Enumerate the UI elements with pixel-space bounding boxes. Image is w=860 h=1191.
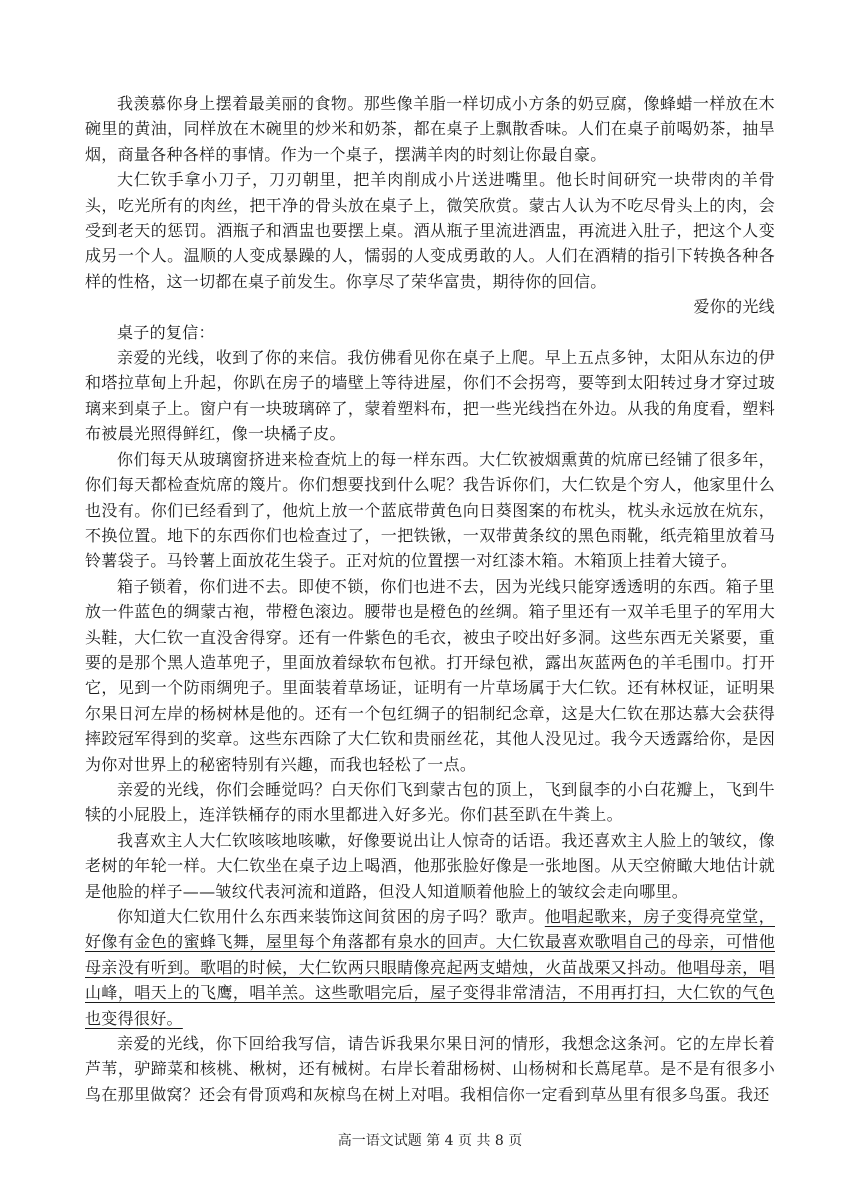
paragraph: 亲爱的光线，收到了你的来信。我仿佛看见你在桌子上爬。早上五点多钟，太阳从东边的伊和塔拉草甸上升起，你趴在房子的墙壁上等待进屋，你们不会拐弯，要等到太阳转过身才穿过玻璃来到桌子上。窗户有一块玻璃碎了，蒙着塑料布，把一些光线挡在外边。从我的角度看，塑料布被晨光照得鲜红，像一块橘子皮。	[85, 348, 775, 444]
page-footer: 高一语文试题 第 4 页 共 8 页	[337, 1133, 523, 1149]
paragraph: 大仁钦手拿小刀子，刀刃朝里，把羊肉削成小片送进嘴里。他长时间研究一块带肉的羊骨头，吃光所有的肉丝，把干净的骨头放在桌子上，微笑欣赏。蒙古人认为不吃尽骨头上的肉，会受到老天的惩罚。酒瓶子和酒盅也要摆上桌。酒从瓶子里流进酒盅，再流进入肚子，把这个人变成另一个人。温顺的人变成暴躁的人，懦弱的人变成勇敢的人。人们在酒精的指引下转换各种各样的性格，这一切都在桌子前发生。你享尽了荣华富贵，期待你的回信。	[85, 170, 775, 291]
paragraph: 亲爱的光线，你下回给我写信，请告诉我果尔果日河的情形，我想念这条河。它的左岸长着芦苇，驴蹄菜和核桃、楸树，还有械树。右岸长着甜杨树、山杨树和长蔦尾草。是不是有很多小鸟在那里做窝？还会有骨顶鸡和灰椋鸟在树上对唱。我相信你一定看到草丛里有很多鸟蛋。我还	[85, 1034, 775, 1104]
article-body	[85, 91, 775, 1107]
letter-heading: 桌子的复信：	[117, 322, 215, 342]
letter-signature: 爱你的光线	[693, 297, 775, 317]
paragraph: 亲爱的光线，你们会睡觉吗？白天你们飞到蒙古包的顶上，飞到鼠李的小白花瓣上，飞到牛犊的小屁股上，连洋铁桶存的雨水里都进入好多光。你们甚至趴在牛粪上。	[85, 779, 775, 825]
paragraph: 我羡慕你身上摆着最美丽的食物。那些像羊脂一样切成小方条的奶豆腐，像蜂蜡一样放在木碗里的黄油，同样放在木碗里的炒米和奶茶，都在桌子上飘散香味。人们在桌子前喝奶茶，抽旱烟，商量各种各样的事情。作为一个桌子，摆满羊肉的时刻让你最自豪。	[85, 94, 775, 164]
paragraph-plain-part: 你知道大仁钦用什么东西来装饰这间贫困的房子吗？歌声。	[117, 907, 545, 926]
paragraph: 我喜欢主人大仁钦咳咳地咳嗽，好像要说出让人惊奇的话语。我还喜欢主人脸上的皱纹，像老树的年轮一样。大仁钦坐在桌子边上喝酒，他那张脸好像是一张地图。从天空俯瞰大地估计就是他脸的样子——皱纹代表河流和道路，但没人知道顺着他脸上的皱纹会走向哪里。	[85, 830, 775, 901]
underlined-passage: 他唱起歌来，房子变得亮堂堂，好像有金色的蜜蜂飞舞，屋里每个角落都有泉水的回声。大仁钦最喜欢歌唱自己的母亲，可惜他母亲没有听到。歌唱的时候，大仁钦两只眼睛像亮起两支蜡烛，火苗战栗又抖动。他唱母亲，唱山峰，唱天上的飞鹰，唱羊羔。这些歌唱完后，屋子变得非常清洁，不用再打扫，大仁钦的气色也变得很好。	[85, 907, 775, 1028]
paragraph: 你们每天从玻璃窗挤进来检查炕上的每一样东西。大仁钦被烟熏黄的炕席已经铺了很多年，你们每天都检查炕席的篾片。你们想要找到什么呢？我告诉你们，大仁钦是个穷人，他家里什么也没有。你们已经看到了，他炕上放一个蓝底带黄色向日葵图案的布枕头，枕头永远放在炕东，不换位置。地下的东西你们也检查过了，一把铁锹，一双带黄条纹的黑色雨靴，纸壳箱里放着马铃薯袋子。马铃薯上面放花生袋子。正对炕的位置摆一对红漆木箱。木箱顶上挂着大镜子。	[85, 449, 775, 571]
paragraph: 箱子锁着，你们进不去。即使不锁，你们也进不去，因为光线只能穿透透明的东西。箱子里放一件蓝色的绸蒙古袍，带橙色滚边。腰带也是橙色的丝绸。箱子里还有一双羊毛里子的军用大头鞋，大仁钦一直没舍得穿。还有一件紫色的毛衣，被虫子咬出好多洞。这些东西无关紧要，重要的是那个黑人造革兜子，里面放着绿软布包袱。打开绿包袱，露出灰蓝两色的羊毛围巾。打开它，见到一个防雨绸兜子。里面装着草场证，证明有一片草场属于大仁钦。还有林权证，证明果尔果日河左岸的杨树林是他的。还有一个包红绸子的铝制纪念章，这是大仁钦在那达慕大会获得摔跤冠军得到的奖章。这些东西除了大仁钦和贵丽丝花，其他人没见过。我今天透露给你，是因为你对世界上的秘密特别有兴趣，而我也轻松了一点。	[85, 576, 775, 774]
paragraph-with-underline	[85, 904, 775, 1031]
